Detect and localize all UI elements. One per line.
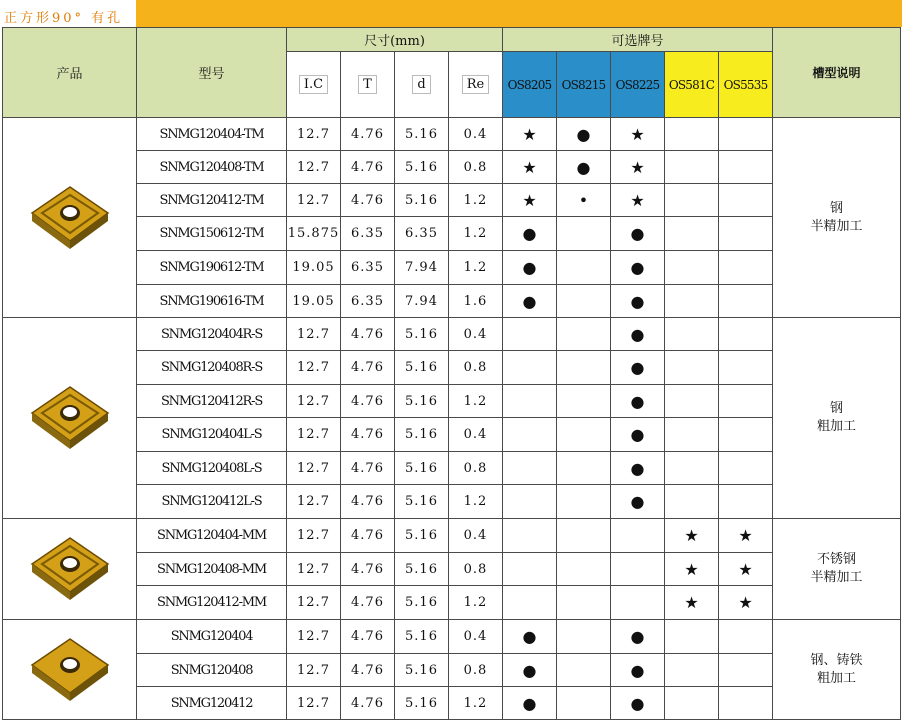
ic-cell: 12.7 — [287, 553, 341, 586]
grade-mark-cell: ★ — [665, 586, 719, 620]
table-row — [3, 184, 901, 217]
grade-mark-cell: ● — [557, 151, 611, 184]
ic-cell: 12.7 — [287, 385, 341, 418]
ic-cell: 12.7 — [287, 586, 341, 620]
d-cell: 5.16 — [395, 184, 449, 217]
t-cell: 4.76 — [341, 184, 395, 217]
ic-cell: 12.7 — [287, 687, 341, 720]
groove-header: 槽型说明 — [773, 28, 901, 118]
grade-header-0: OS8205 — [503, 52, 557, 118]
d-cell: 5.16 — [395, 118, 449, 151]
re-cell: 0.8 — [449, 654, 503, 687]
grade-mark-cell: ★ — [665, 519, 719, 553]
table-row — [3, 687, 901, 720]
grade-mark-cell: ● — [611, 285, 665, 318]
d-cell: 5.16 — [395, 485, 449, 519]
grade-mark-cell — [719, 620, 773, 654]
grade-mark-cell — [719, 654, 773, 687]
grade-mark-cell: ● — [611, 654, 665, 687]
table-row — [3, 519, 901, 553]
grade-mark-cell: ★ — [611, 184, 665, 217]
d-cell: 5.16 — [395, 519, 449, 553]
header-bar — [136, 0, 902, 27]
t-cell: 4.76 — [341, 151, 395, 184]
grade-mark-cell: ● — [503, 654, 557, 687]
model-cell: SNMG120404R-S — [137, 318, 287, 351]
table-row — [3, 586, 901, 620]
grade-mark-cell — [665, 385, 719, 418]
grade-mark-cell — [665, 118, 719, 151]
grade-mark-cell — [719, 184, 773, 217]
grade-mark-cell — [557, 418, 611, 452]
t-cell: 6.35 — [341, 251, 395, 285]
grade-mark-cell — [665, 318, 719, 351]
d-cell: 5.16 — [395, 351, 449, 385]
grade-mark-cell: ● — [611, 217, 665, 251]
ic-cell: 19.05 — [287, 285, 341, 318]
grade-mark-cell: ★ — [719, 586, 773, 620]
d-cell: 7.94 — [395, 285, 449, 318]
model-cell: SNMG120408L-S — [137, 452, 287, 485]
model-cell: SNMG120408 — [137, 654, 287, 687]
ic-cell: 12.7 — [287, 118, 341, 151]
groove-description: 不锈钢 半精加工 — [773, 519, 901, 620]
grade-header-3: OS581C — [665, 52, 719, 118]
ic-cell: 12.7 — [287, 318, 341, 351]
square-insert-mm-icon — [3, 519, 137, 620]
grade-mark-cell — [557, 519, 611, 553]
grade-mark-cell — [719, 418, 773, 452]
insert-table — [2, 27, 901, 720]
t-cell: 4.76 — [341, 586, 395, 620]
re-cell: 1.2 — [449, 217, 503, 251]
groove-description: 钢 粗加工 — [773, 318, 901, 519]
grade-mark-cell — [557, 687, 611, 720]
grade-mark-cell — [719, 217, 773, 251]
t-cell: 6.35 — [341, 285, 395, 318]
t-cell: 4.76 — [341, 418, 395, 452]
model-cell: SNMG150612-TM — [137, 217, 287, 251]
grade-mark-cell — [557, 285, 611, 318]
grade-mark-cell — [503, 519, 557, 553]
re-cell: 0.4 — [449, 318, 503, 351]
dim-header-0: I.C — [287, 52, 341, 118]
table-row — [3, 385, 901, 418]
t-cell: 4.76 — [341, 485, 395, 519]
d-cell: 5.16 — [395, 151, 449, 184]
grade-mark-cell — [611, 553, 665, 586]
ic-cell: 12.7 — [287, 485, 341, 519]
grade-mark-cell — [611, 586, 665, 620]
ic-cell: 12.7 — [287, 654, 341, 687]
dim-header-3: Re — [449, 52, 503, 118]
grade-mark-cell: ● — [611, 418, 665, 452]
grade-mark-cell: ● — [503, 217, 557, 251]
grade-header-4: OS5535 — [719, 52, 773, 118]
grade-mark-cell: ● — [611, 485, 665, 519]
grade-mark-cell — [665, 452, 719, 485]
model-cell: SNMG120404 — [137, 620, 287, 654]
table-row — [3, 118, 901, 151]
table-row — [3, 251, 901, 285]
re-cell: 1.2 — [449, 687, 503, 720]
re-cell: 0.4 — [449, 519, 503, 553]
grade-mark-cell — [719, 687, 773, 720]
grade-mark-cell — [665, 654, 719, 687]
model-cell: SNMG120408-TM — [137, 151, 287, 184]
d-cell: 5.16 — [395, 586, 449, 620]
table-row — [3, 418, 901, 452]
re-cell: 1.2 — [449, 184, 503, 217]
grade-mark-cell — [503, 452, 557, 485]
grade-mark-cell — [557, 654, 611, 687]
d-cell: 5.16 — [395, 654, 449, 687]
d-cell: 7.94 — [395, 251, 449, 285]
square-insert-rs-icon — [3, 318, 137, 519]
grade-mark-cell — [719, 285, 773, 318]
grade-mark-cell — [665, 485, 719, 519]
table-row — [3, 654, 901, 687]
grade-mark-cell — [719, 452, 773, 485]
grade-mark-cell: ★ — [503, 184, 557, 217]
grade-mark-cell: ★ — [611, 118, 665, 151]
t-cell: 4.76 — [341, 620, 395, 654]
grade-mark-cell: ★ — [503, 151, 557, 184]
t-cell: 4.76 — [341, 452, 395, 485]
grade-mark-cell: ★ — [611, 151, 665, 184]
table-row — [3, 452, 901, 485]
ic-cell: 12.7 — [287, 418, 341, 452]
t-cell: 4.76 — [341, 118, 395, 151]
grade-mark-cell — [557, 586, 611, 620]
model-cell: SNMG120404L-S — [137, 418, 287, 452]
model-cell: SNMG120408-MM — [137, 553, 287, 586]
re-cell: 1.2 — [449, 485, 503, 519]
grade-mark-cell — [665, 620, 719, 654]
grade-mark-cell — [719, 385, 773, 418]
grade-mark-cell — [557, 251, 611, 285]
grade-mark-cell: ● — [503, 620, 557, 654]
d-cell: 5.16 — [395, 418, 449, 452]
t-cell: 4.76 — [341, 351, 395, 385]
d-cell: 5.16 — [395, 318, 449, 351]
re-cell: 0.8 — [449, 553, 503, 586]
grade-mark-cell: ● — [611, 452, 665, 485]
size-header: 尺寸(mm) — [287, 28, 503, 52]
grade-mark-cell — [665, 285, 719, 318]
re-cell: 0.4 — [449, 418, 503, 452]
grade-mark-cell: ★ — [719, 519, 773, 553]
ic-cell: 12.7 — [287, 184, 341, 217]
d-cell: 6.35 — [395, 217, 449, 251]
table-row — [3, 485, 901, 519]
grade-mark-cell — [557, 318, 611, 351]
grade-mark-cell — [665, 687, 719, 720]
table-row — [3, 553, 901, 586]
re-cell: 0.4 — [449, 118, 503, 151]
model-cell: SNMG120412-TM — [137, 184, 287, 217]
grade-mark-cell — [557, 452, 611, 485]
grade-mark-cell — [665, 351, 719, 385]
re-cell: 1.2 — [449, 586, 503, 620]
t-cell: 4.76 — [341, 519, 395, 553]
page-title: 正方形90° 有孔 — [4, 7, 129, 26]
model-cell: SNMG120412-MM — [137, 586, 287, 620]
ic-cell: 12.7 — [287, 151, 341, 184]
model-cell: SNMG120412L-S — [137, 485, 287, 519]
grade-mark-cell: ● — [611, 620, 665, 654]
grade-mark-cell — [665, 418, 719, 452]
grade-mark-cell: ● — [503, 285, 557, 318]
grade-mark-cell — [665, 217, 719, 251]
re-cell: 0.8 — [449, 452, 503, 485]
grade-mark-cell — [719, 318, 773, 351]
table-row — [3, 351, 901, 385]
grade-mark-cell: ★ — [503, 118, 557, 151]
model-cell: SNMG120412R-S — [137, 385, 287, 418]
d-cell: 5.16 — [395, 620, 449, 654]
grade-header-2: OS8225 — [611, 52, 665, 118]
dim-header-1: T — [341, 52, 395, 118]
ic-cell: 12.7 — [287, 519, 341, 553]
grade-mark-cell — [719, 118, 773, 151]
table-row — [3, 620, 901, 654]
grade-mark-cell — [557, 351, 611, 385]
grade-mark-cell — [503, 318, 557, 351]
table-row — [3, 285, 901, 318]
grade-mark-cell — [557, 485, 611, 519]
grade-mark-cell — [503, 485, 557, 519]
ic-cell: 15.875 — [287, 217, 341, 251]
t-cell: 4.76 — [341, 654, 395, 687]
t-cell: 4.76 — [341, 385, 395, 418]
grade-mark-cell — [503, 351, 557, 385]
grade-mark-cell — [503, 553, 557, 586]
grade-mark-cell — [557, 620, 611, 654]
grade-mark-cell: ● — [611, 687, 665, 720]
table-row — [3, 217, 901, 251]
square-insert-tm-icon — [3, 118, 137, 318]
grade-mark-cell — [503, 418, 557, 452]
table-row — [3, 151, 901, 184]
grade-mark-cell: • — [557, 184, 611, 217]
model-cell: SNMG120408R-S — [137, 351, 287, 385]
re-cell: 0.8 — [449, 351, 503, 385]
ic-cell: 12.7 — [287, 620, 341, 654]
re-cell: 1.2 — [449, 385, 503, 418]
t-cell: 4.76 — [341, 318, 395, 351]
t-cell: 6.35 — [341, 217, 395, 251]
grade-mark-cell — [719, 485, 773, 519]
grade-mark-cell: ● — [611, 251, 665, 285]
grade-mark-cell — [557, 217, 611, 251]
dim-header-2: d — [395, 52, 449, 118]
d-cell: 5.16 — [395, 553, 449, 586]
grade-mark-cell — [557, 385, 611, 418]
d-cell: 5.16 — [395, 452, 449, 485]
grade-mark-cell: ● — [611, 385, 665, 418]
ic-cell: 12.7 — [287, 351, 341, 385]
grade-mark-cell: ● — [503, 251, 557, 285]
t-cell: 4.76 — [341, 687, 395, 720]
d-cell: 5.16 — [395, 385, 449, 418]
grade-header-1: OS8215 — [557, 52, 611, 118]
grade-mark-cell — [665, 251, 719, 285]
re-cell: 0.4 — [449, 620, 503, 654]
re-cell: 1.6 — [449, 285, 503, 318]
grade-mark-cell — [503, 385, 557, 418]
grade-header: 可选牌号 — [503, 28, 773, 52]
grade-mark-cell — [719, 151, 773, 184]
grade-mark-cell: ● — [611, 318, 665, 351]
grade-mark-cell — [503, 586, 557, 620]
re-cell: 0.8 — [449, 151, 503, 184]
d-cell: 5.16 — [395, 687, 449, 720]
model-header: 型号 — [137, 28, 287, 118]
grade-mark-cell — [665, 184, 719, 217]
grade-mark-cell: ● — [611, 351, 665, 385]
grade-mark-cell — [719, 251, 773, 285]
grade-mark-cell: ★ — [665, 553, 719, 586]
product-header: 产品 — [3, 28, 137, 118]
ic-cell: 19.05 — [287, 251, 341, 285]
model-cell: SNMG120404-TM — [137, 118, 287, 151]
re-cell: 1.2 — [449, 251, 503, 285]
model-cell: SNMG190616-TM — [137, 285, 287, 318]
grade-mark-cell: ● — [557, 118, 611, 151]
grade-mark-cell — [719, 351, 773, 385]
model-cell: SNMG120412 — [137, 687, 287, 720]
grade-mark-cell: ★ — [719, 553, 773, 586]
grade-mark-cell — [557, 553, 611, 586]
t-cell: 4.76 — [341, 553, 395, 586]
table-row — [3, 318, 901, 351]
model-cell: SNMG190612-TM — [137, 251, 287, 285]
groove-description: 钢 半精加工 — [773, 118, 901, 318]
model-cell: SNMG120404-MM — [137, 519, 287, 553]
grade-mark-cell — [665, 151, 719, 184]
square-insert-plain-icon — [3, 620, 137, 720]
ic-cell: 12.7 — [287, 452, 341, 485]
grade-mark-cell: ● — [503, 687, 557, 720]
grade-mark-cell — [611, 519, 665, 553]
groove-description: 钢、铸铁 粗加工 — [773, 620, 901, 720]
